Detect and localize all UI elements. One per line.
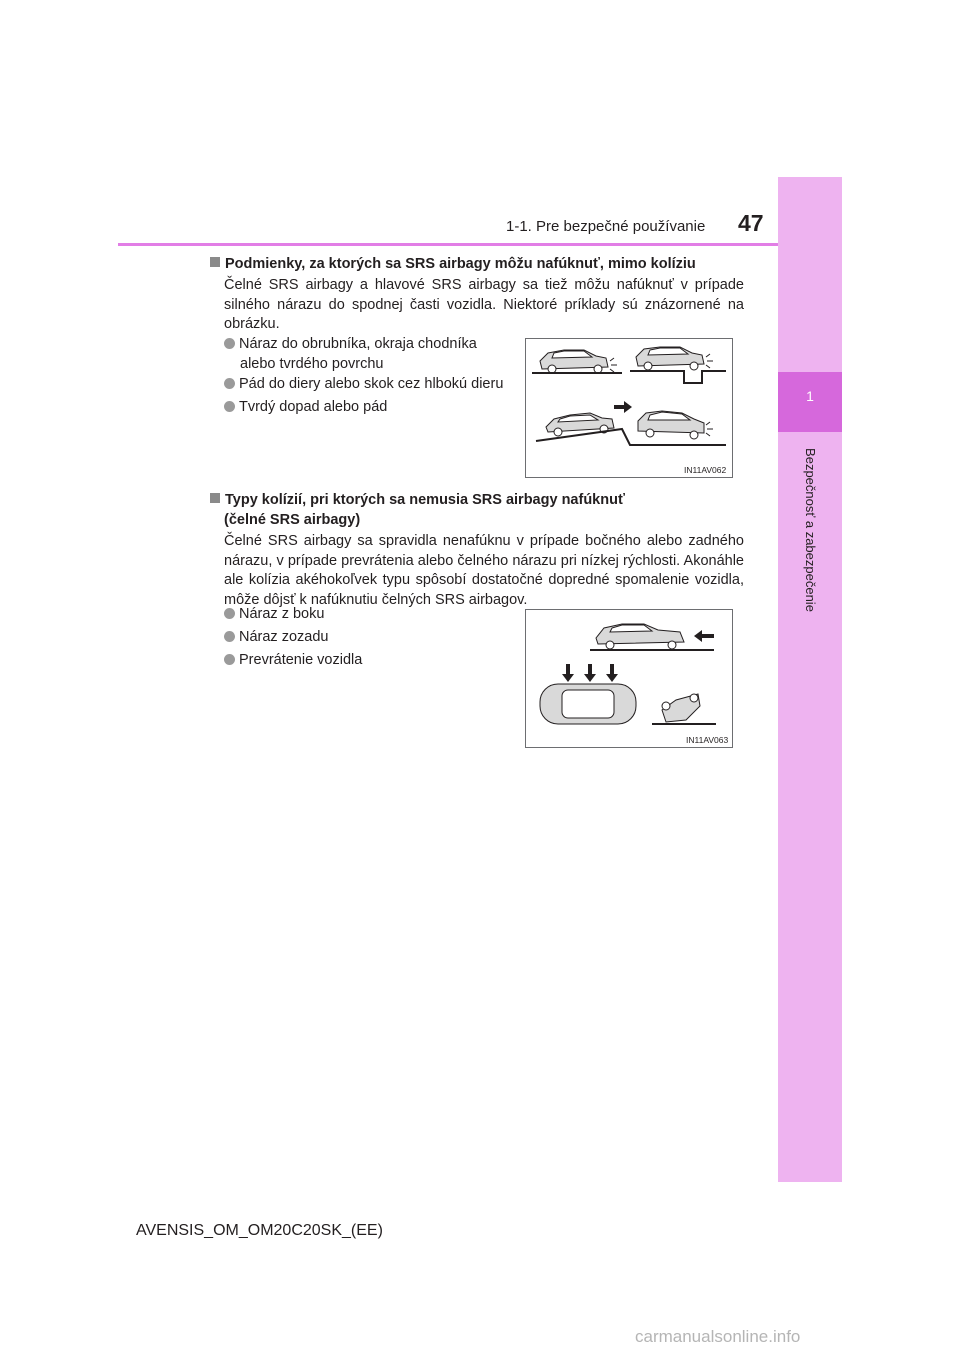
chapter-title: Bezpečnosť a zabezpečenie bbox=[803, 448, 818, 612]
figure-non-deploy bbox=[525, 609, 733, 748]
chapter-number: 1 bbox=[806, 388, 814, 404]
square-bullet-icon bbox=[210, 257, 220, 267]
watermark: carmanualsonline.info bbox=[635, 1327, 801, 1346]
section-heading-1-text: Podmienky, za ktorých sa SRS airbagy môžu nafúknuť, mimo kolíziu bbox=[225, 256, 696, 272]
document-code: AVENSIS_OM_OM20C20SK_(EE) bbox=[136, 1222, 383, 1239]
section-heading-2-text: Typy kolízií, pri ktorých sa nemusia SRS airbagy nafúknuť bbox=[225, 492, 625, 508]
section-heading-1 bbox=[210, 254, 696, 274]
figure-1-illustration bbox=[526, 339, 732, 477]
list-item: Náraz zozadu bbox=[224, 628, 328, 648]
round-bullet-icon bbox=[224, 378, 235, 389]
car-curb-icon bbox=[532, 350, 622, 373]
round-bullet-icon bbox=[224, 631, 235, 642]
car-side-impact-icon bbox=[540, 684, 636, 724]
list-item: Pád do diery alebo skok cez hlbokú dieru bbox=[224, 375, 503, 395]
figure-2-illustration bbox=[526, 610, 732, 747]
square-bullet-icon bbox=[210, 493, 220, 503]
round-bullet-icon bbox=[224, 401, 235, 412]
list-item: Tvrdý dopad alebo pád bbox=[224, 398, 387, 418]
car-landing-icon bbox=[638, 411, 713, 439]
list-item: Prevrátenie vozidla bbox=[224, 651, 362, 671]
section-heading-2: Typy kolízií, pri ktorých sa nemusia SRS airbagy nafúknuť (čelné SRS airbagy) bbox=[210, 490, 625, 530]
page-number: 47 bbox=[738, 210, 764, 236]
section-1-paragraph: Čelné SRS airbagy a hlavové SRS airbagy sa tiež môžu nafúknuť v prípade silného nárazu do spodnej časti vozidla. Niektoré príklady sú znázornené na obrázku. bbox=[224, 277, 744, 332]
arrow-icon bbox=[614, 401, 632, 413]
figure-code: IN11AV062 bbox=[684, 465, 727, 475]
figure-code: IN11AV063 bbox=[686, 735, 729, 745]
running-header-section: 1-1. Pre bezpečné používanie bbox=[506, 218, 706, 235]
round-bullet-icon bbox=[224, 654, 235, 665]
car-rollover-icon bbox=[652, 694, 716, 724]
figure-curb-impact bbox=[525, 338, 733, 478]
round-bullet-icon bbox=[224, 608, 235, 619]
list-item: Náraz do obrubníka, okraja chodníka alebo tvrdého povrchu bbox=[224, 335, 477, 374]
section-2-paragraph: Čelné SRS airbagy sa spravidla nenafúknu v prípade bočného alebo zadného nárazu, v prípade prevrátenia alebo čelného nárazu pri nízkej rýchlosti. Akonáhle ale kolízia akéhokoľvek typu spôsobí dostatočné dopredné spomalenie vozidla, môže dôjsť k nafúknutiu čelných SRS airbagov. bbox=[224, 533, 744, 608]
car-hole-icon bbox=[630, 347, 726, 383]
list-item: Náraz z boku bbox=[224, 605, 324, 625]
round-bullet-icon bbox=[224, 338, 235, 349]
header-rule bbox=[118, 243, 778, 246]
chapter-tab-band bbox=[778, 177, 842, 1182]
